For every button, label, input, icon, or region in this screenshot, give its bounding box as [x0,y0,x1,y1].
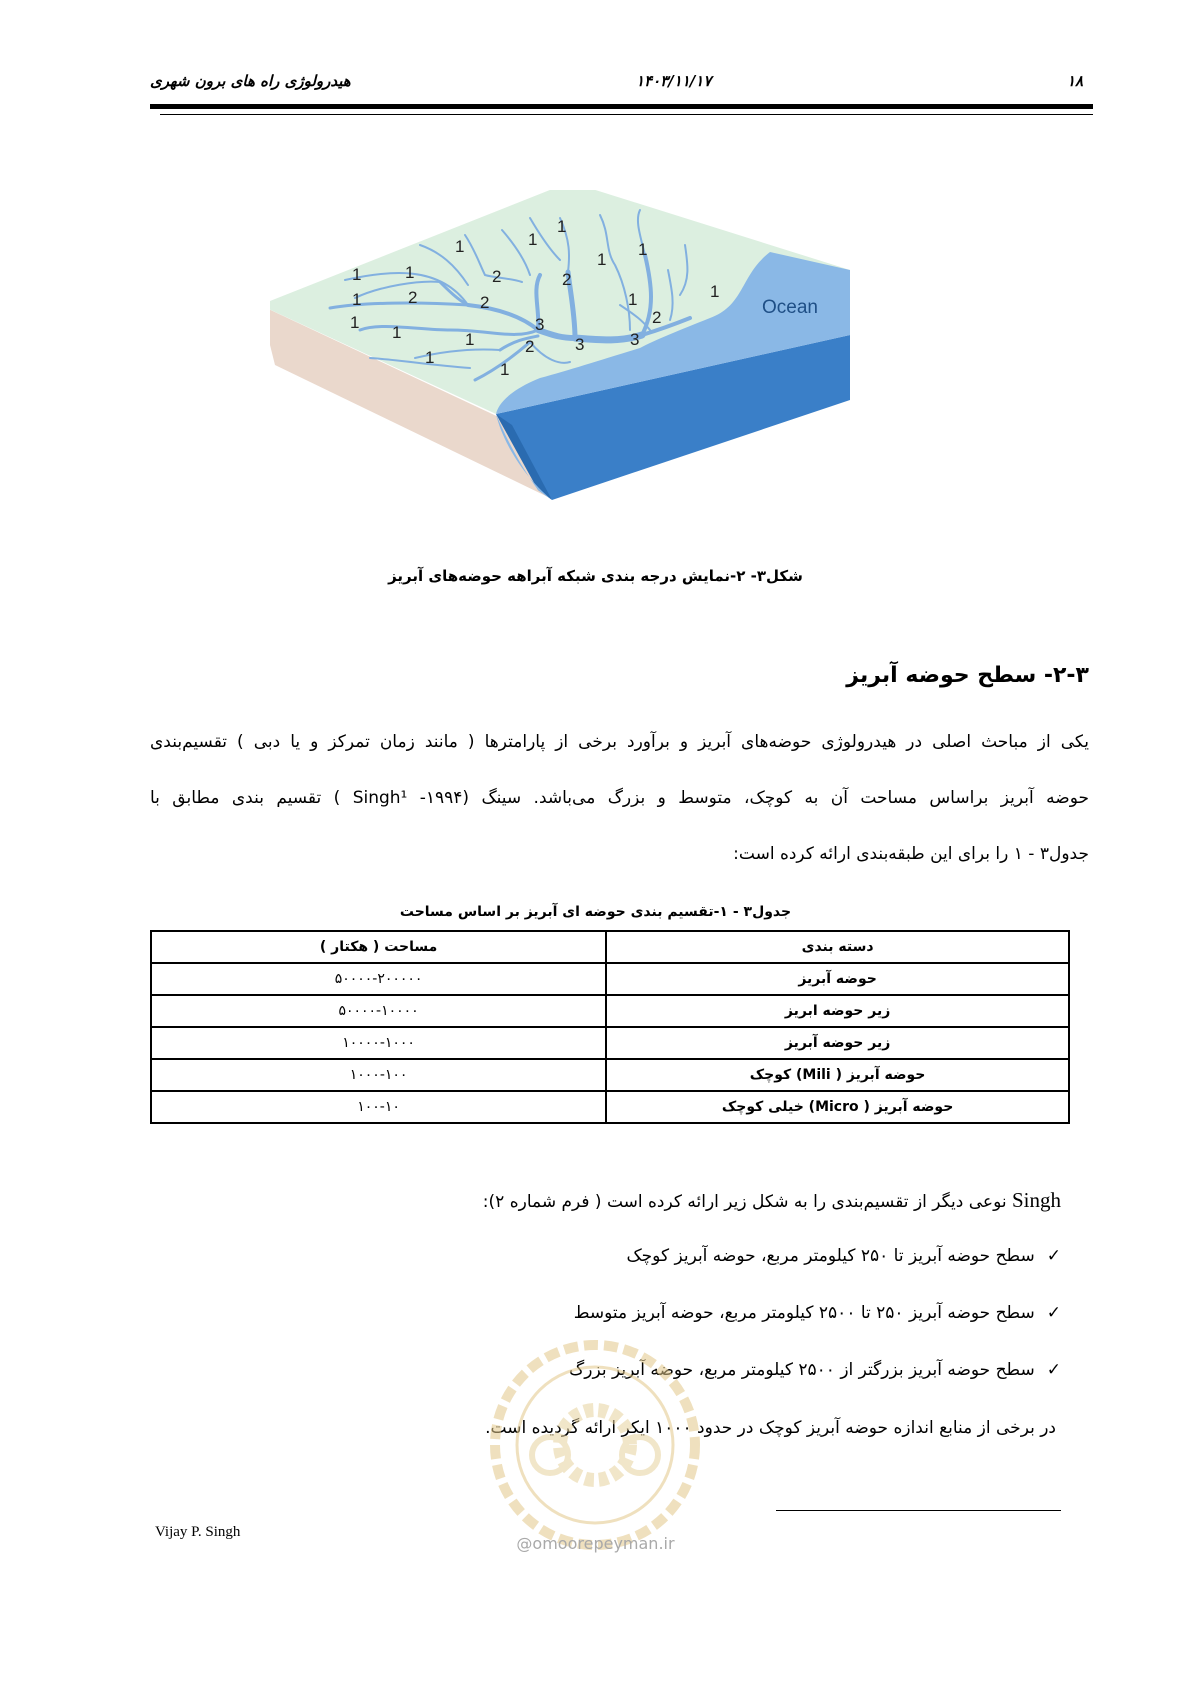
order-label: 2 [408,288,418,307]
order-label: 1 [405,263,415,282]
order-label: 3 [575,335,585,354]
watermark-text: @omoorepeyman.ir [516,1534,675,1553]
order-label: 2 [525,337,535,356]
header-rule-thin [160,114,1093,115]
order-label: 2 [480,293,490,312]
order-label: 1 [557,217,567,236]
figure-caption: شکل۳- ۲-نمایش درجه بندی شبکه آبراهه حوضه‌های آبریز [388,567,803,585]
order-label: 2 [652,308,662,327]
order-label: 1 [710,282,720,301]
category-cell: حوضه آبریز ( Micro) خیلی کوچک [606,1091,1069,1123]
header-area: مساحت ( هکتار ) [151,931,606,963]
order-label: 1 [628,290,638,309]
order-label: 1 [465,330,475,349]
area-cell: ۵۰۰۰۰-۲۰۰۰۰۰ [151,963,606,995]
table-row [151,963,1069,995]
area-cell: ۱۰۰-۱۰ [151,1091,606,1123]
list-intro [483,1188,1061,1213]
category-cell: زیر حوضه ابریز [606,995,1069,1027]
watermark-seal-icon [480,1330,710,1560]
header-date: ۱۴۰۳/۱۱/۱۷ [636,72,712,90]
order-label: 1 [352,290,362,309]
paragraph-line: جدول۳ - ۱ را برای این طبقه‌بندی ارائه کرده است: [733,844,1089,864]
header-rule [150,104,1093,109]
area-classification-table [150,930,1070,1124]
list-item [574,1303,1061,1323]
page-number: ۱۸ [1067,72,1084,90]
order-label: 1 [455,237,465,256]
order-label: 3 [535,315,545,334]
order-label: 3 [630,330,640,349]
area-cell: ۵۰۰۰۰-۱۰۰۰۰ [151,995,606,1027]
ocean-label: Ocean [762,297,818,318]
list-intro-text: نوعی دیگر از تقسیم‌بندی را به شکل زیر ارائه کرده است ( فرم شماره ۲): [482,1192,1012,1212]
order-label: 1 [425,348,435,367]
paragraph-line: یکی از مباحث اصلی در هیدرولوژی حوضه‌های آبریز و برآورد برخی از پارامترها ( مانند زمان تمرکز و یا دبی ) تقسیم‌بندی [150,732,1089,752]
singh-name: Singh [1011,1188,1061,1212]
footnote: Vijay P. Singh [155,1524,241,1540]
table-row [151,995,1069,1027]
order-label: 1 [500,360,510,379]
order-label: 1 [597,250,607,269]
header-category: دسته بندی [606,931,1069,963]
checkmark-icon: ✓ [1046,1246,1061,1266]
table-row [151,1091,1069,1123]
category-cell: حوضه آبریز [606,963,1069,995]
order-label: 1 [528,230,538,249]
category-cell: زیر حوضه آبریز [606,1027,1069,1059]
list-item-text: سطح حوضه آبریز بزرگتر از ۲۵۰۰ کیلومتر مربع، حوضه آبریز بزرگ [569,1360,1035,1380]
section-title: ۲-۳- سطح حوضه آبریز [846,663,1089,688]
area-cell: ۱۰۰۰۰-۱۰۰۰ [151,1027,606,1059]
paragraph-line: حوضه آبریز براساس مساحت آن به کوچک، متوسط و بزرگ می‌باشد. سینگ (۱۹۹۴- Singh¹ ) تقسیم بندی مطابق با [150,788,1089,808]
list-item [626,1246,1061,1266]
closing-sentence: در برخی از منابع اندازه حوضه آبریز کوچک در حدود ۱۰۰۰ ایکر ارائه گردیده است. [485,1418,1056,1438]
list-item-text: سطح حوضه آبریز تا ۲۵۰ کیلومتر مربع، حوضه آبریز کوچک [626,1246,1035,1266]
table-row [151,1027,1069,1059]
area-cell: ۱۰۰۰-۱۰۰ [151,1059,606,1091]
table-caption: جدول۳ - ۱-تقسیم بندی حوضه ای آبریز بر اساس مساحت [399,904,792,920]
list-item-text: سطح حوضه آبریز ۲۵۰ تا ۲۵۰۰ کیلومتر مربع، حوضه آبریز متوسط [573,1303,1035,1323]
stream-order-figure [270,190,870,570]
checkmark-icon: ✓ [1046,1360,1061,1380]
checkmark-icon: ✓ [1046,1303,1061,1323]
order-label: 2 [562,270,572,289]
order-label: 1 [352,265,362,284]
order-label: 1 [392,323,402,342]
order-label: 1 [638,240,648,259]
page-header [0,0,1191,130]
footnote-rule [776,1510,1061,1511]
header-title: هیدرولوژی راه های برون شهری [150,72,351,90]
order-label: 2 [492,267,502,286]
table-header-row [151,931,1069,963]
category-cell: حوضه آبریز ( Mili) کوچک [606,1059,1069,1091]
order-label: 1 [350,313,360,332]
table-row [151,1059,1069,1091]
